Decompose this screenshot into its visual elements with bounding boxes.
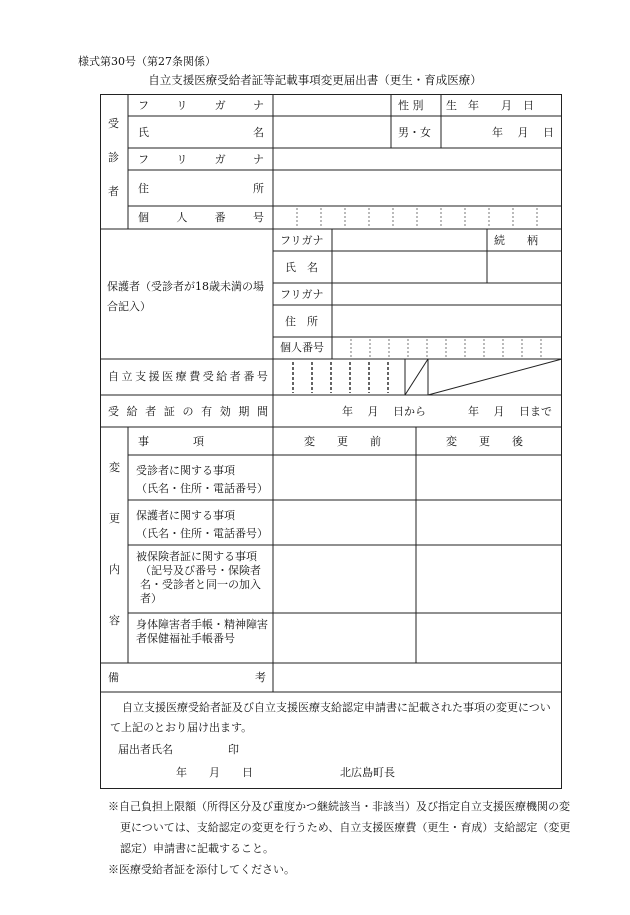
valid-from: 年 月 日から — [342, 405, 426, 418]
change-row-handbook: 身体障害者手帳・精神障害者保健福祉手帳番号 — [136, 618, 268, 645]
guardian-address-label: 住 所 — [285, 315, 318, 328]
guardian-name-label: 氏 名 — [285, 261, 318, 274]
patient-name-label: 氏 名 — [138, 126, 264, 139]
guardian-label: 保護者（受診者が18歳未満の場合記入） — [107, 280, 264, 313]
seal-label: 印 — [228, 743, 239, 756]
guardian-furigana-label: フリガナ — [280, 234, 324, 247]
birth-label: 生 年 月 日 — [446, 99, 534, 112]
guardian-furigana2-label: フリガナ — [280, 288, 324, 301]
addressee: 北広島町長 — [340, 766, 395, 779]
patient-furigana-label: フ リ ガ ナ — [138, 99, 264, 112]
change-row-guardian: 保護者に関する事項 （氏名・住所・電話番号） — [136, 509, 268, 540]
form-number: 様式第30号（第27条関係） — [78, 55, 216, 68]
declaration-text: 自立支援医療受給者証及び自立支援医療支給認定申請書に記載された事項の変更について上記のとおり届け出ます。 — [110, 701, 551, 734]
patient-address-label: 住 所 — [138, 182, 264, 195]
item-header: 事 項 — [138, 435, 204, 448]
note-2: ※医療受給者証を添付してください。 — [108, 863, 295, 876]
valid-to: 年 月 日まで — [468, 405, 552, 418]
birth-value: 年 月 日 — [492, 126, 554, 139]
guardian-relation-label: 続 柄 — [494, 234, 538, 247]
note-1: ※自己負担上限額（所得区分及び重度かつ継続該当・非該当）及び指定自立支援医療機関の変更については、支給認定の変更を行うため、自立支援医療費（更生・育成）支給認定（変更認定）申請書に記載すること。 — [108, 800, 571, 855]
notes — [108, 796, 578, 880]
change-row-patient: 受診者に関する事項 （氏名・住所・電話番号） — [136, 464, 268, 495]
applicant-label: 届出者氏名 — [118, 743, 173, 756]
patient-furigana2-label: フ リ ガ ナ — [138, 153, 264, 166]
recipient-number-label: 自 立 支 援 医 療 費 受 給 者 番 号 — [108, 370, 268, 383]
valid-period-label: 受 給 者 証 の 有 効 期 間 — [108, 405, 268, 418]
guardian-mynumber-label: 個人番号 — [280, 341, 324, 354]
form-title: 自立支援医療受給者証等記載事項変更届出書（更生・育成医療） — [148, 73, 482, 87]
before-header: 変 更 前 — [304, 435, 381, 448]
declaration-date: 年 月 日 — [176, 766, 253, 779]
patient-mynumber-label: 個 人 番 号 — [138, 211, 264, 224]
changes-group-label: 変 更 内 容 — [109, 461, 120, 627]
patient-group-label: 受 診 者 — [108, 117, 119, 198]
sex-value: 男・女 — [398, 126, 431, 139]
remarks-label: 備 考 — [108, 671, 266, 684]
sex-label: 性 別 — [398, 99, 424, 112]
change-row-insurance: 被保険者証に関する事項 （記号及び番号・保険者名・受診者と同一の加入者） — [136, 550, 261, 605]
after-header: 変 更 後 — [446, 435, 523, 448]
